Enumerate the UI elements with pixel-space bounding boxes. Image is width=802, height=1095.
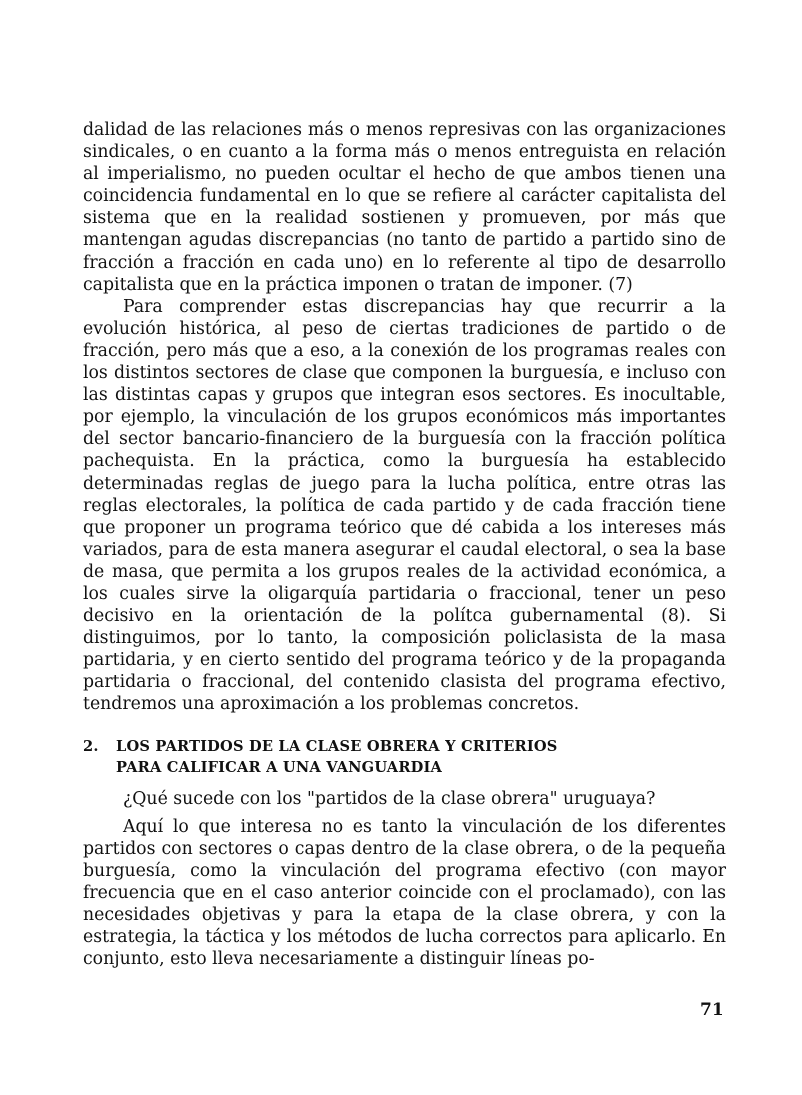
section-title-line1: LOS PARTIDOS DE LA CLASE OBRERA Y CRITERIOS <box>116 737 558 755</box>
page-number: 71 <box>700 1000 724 1020</box>
paragraph-discrepancies: Para comprender estas discrepancias hay que recurrir a la evolución histórica, al peso de ciertas tradiciones de partido o de fracción, pero más que a eso, a la conexión de los programas reales con los distintos sectores de clase que componen la burguesía, e incluso con las distintas capas y grupos que integran esos sectores. Es inocultable, por ejemplo, la vinculación de los grupos económicos más importantes del sector bancario-financiero de la burguesía con la fracción política pachequista. En la práctica, como la burguesía ha establecido determinadas reglas de juego para la lucha política, entre otras las reglas electorales, la política de cada partido y de cada fracción tiene que proponer un programa teórico que dé cabida a los intereses más variados, para de esta manera asegurar el caudal electoral, o sea la base de masa, que permita a los grupos reales de la actividad económica, a los cuales sirve la oligarquía partidaria o fraccional, tener un peso decisivo en la orientación de la polítca gubernamental (8). Si distinguimos, por lo tanto, la composición policlasista de la masa partidaria, y en cierto sentido del programa teórico y de la propaganda partidaria o fraccional, del contenido clasista del programa efectivo, tendremos una aproximación a los problemas concretos. <box>83 296 726 715</box>
page-body <box>83 119 726 970</box>
paragraph-continuation: dalidad de las relaciones más o menos represivas con las organizaciones sindicales, o en cuanto a la forma más o menos entreguista en relación al imperialismo, no pueden ocultar el hecho de que ambos tienen una coincidencia fundamental en lo que se refiere al carácter capitalista del sistema que en la realidad sostienen y promueven, por más que mantengan agudas discrepancias (no tanto de partido a partido sino de fracción a fracción en cada uno) en lo referente al tipo de desarrollo capitalista que en la práctica imponen o tratan de imponer. (7) <box>83 120 726 295</box>
paragraph-final: Aquí lo que interesa no es tanto la vinculación de los diferentes partidos con sectores o capas dentro de la clase obrera, o de la pequeña burguesía, como la vinculación del programa efectivo (con mayor frecuencia que en el caso anterior coincide con el proclamado), con las necesidades objetivas y para la etapa de la clase obrera, y con la estrategia, la táctica y los métodos de lucha correctos para aplicarlo. En conjunto, esto lleva necesariamente a distinguir líneas po- <box>83 816 726 970</box>
section-heading <box>83 736 726 778</box>
section-number: 2. <box>83 737 99 755</box>
section-question: ¿Qué sucede con los "partidos de la clase obrera" uruguaya? <box>123 788 656 809</box>
section-title-line2: PARA CALIFICAR A UNA VANGUARDIA <box>116 758 443 776</box>
